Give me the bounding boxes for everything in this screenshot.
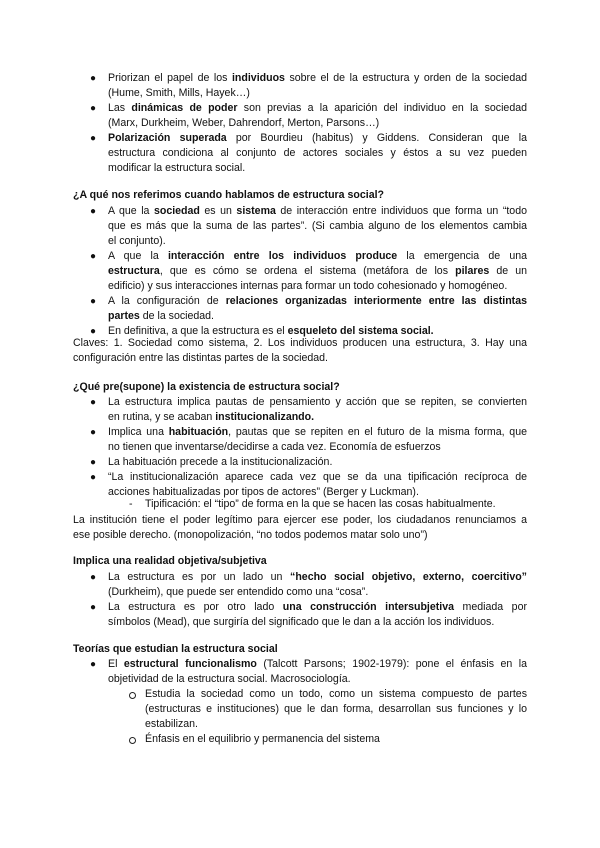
- text-run: Las: [108, 102, 132, 114]
- text-line: [73, 337, 527, 350]
- bold-text: estructural funcionalismo: [123, 658, 257, 670]
- text-run: A que la: [108, 250, 168, 262]
- text-run: por Bourdieu (habitus) y Giddens. Consideran que la: [226, 132, 527, 144]
- text-line: [108, 295, 527, 308]
- text-line: [108, 162, 245, 175]
- text-run: (estructuras e instituciones) que le dan forma, desarrollan sus funciones y lo: [145, 703, 527, 715]
- text-line: [145, 718, 198, 731]
- bullet-icon: ●: [90, 602, 97, 613]
- text-run: El: [108, 658, 124, 670]
- text-line: [108, 132, 527, 145]
- text-run: Implica una: [108, 426, 169, 438]
- text-line: [73, 352, 328, 365]
- text-run: símbolos (Mead), que surgiría del significado que le dan a la acción los individuos.: [108, 616, 495, 628]
- bold-text: interacción entre los individuos produce: [167, 250, 398, 262]
- bullet-icon: ●: [90, 296, 97, 307]
- text-line: [108, 411, 314, 424]
- text-run: modificar la estructura social.: [108, 162, 246, 174]
- text-line: [108, 616, 494, 629]
- dash-bullet-icon: -: [129, 498, 133, 510]
- text-line: [108, 601, 527, 614]
- text-line: [108, 265, 527, 278]
- text-line: [108, 456, 332, 469]
- bullet-icon: ●: [90, 251, 97, 262]
- text-run: (Hume, Smith, Mills, Hayek…): [108, 87, 250, 99]
- text-run: La habituación precede a la institucionalización.: [108, 456, 333, 468]
- text-run: son previas a la aparición del individuo en la sociedad: [237, 102, 527, 114]
- text-run: En definitiva, a que la estructura es el: [108, 325, 288, 337]
- section-heading-estructura-social: ¿A qué nos referimos cuando hablamos de estructura social?: [73, 189, 385, 201]
- text-line: [145, 688, 527, 701]
- text-line: [108, 426, 527, 439]
- text-line: [108, 205, 527, 218]
- text-run: Estudia la sociedad como un todo, como un sistema compuesto de partes: [145, 688, 527, 700]
- text-run: mediada por: [454, 601, 527, 613]
- text-line: [108, 87, 250, 100]
- bullet-icon: ●: [90, 457, 97, 468]
- text-run: La estructura es por otro lado: [108, 601, 283, 613]
- text-run: La estructura es por un lado un: [108, 571, 291, 583]
- text-line: [108, 72, 527, 85]
- bullet-icon: ●: [90, 133, 97, 144]
- hollow-bullet-icon: [129, 692, 136, 699]
- text-line: [145, 703, 527, 716]
- text-line: [108, 280, 507, 293]
- text-run: de la sociedad.: [139, 310, 215, 322]
- text-run: (Talcott Parsons; 1902-1979): pone el énfasis en la: [256, 658, 527, 670]
- text-line: [145, 733, 380, 746]
- bullet-icon: ●: [90, 206, 97, 217]
- text-run: que es más que la suma de las partes”. (Si cambia alguno de los elementos cambia: [108, 220, 527, 232]
- section-heading-presupone: ¿Qué pre(supone) la existencia de estructura social?: [73, 381, 340, 393]
- text-line: [108, 117, 379, 130]
- bullet-icon: ●: [90, 427, 97, 438]
- text-run: Claves: 1. Sociedad como sistema, 2. Los individuos producen una estructura, 3. Hay una: [73, 337, 527, 349]
- text-line: [108, 658, 527, 671]
- text-line: [108, 586, 368, 599]
- bullet-icon: ●: [90, 659, 97, 670]
- text-run: configuración entre las distintas partes de la sociedad.: [73, 352, 328, 364]
- bold-text: dinámicas de poder: [131, 102, 238, 114]
- text-run: la emergencia de una: [397, 250, 527, 262]
- text-line: [73, 514, 527, 527]
- bold-text: relaciones organizadas interiormente entre las distintas: [225, 295, 527, 307]
- text-run: de interacción entre individuos que forma un “todo: [275, 205, 527, 217]
- text-line: [108, 235, 166, 248]
- text-run: en rutina, y se acaban: [108, 411, 216, 423]
- text-run: (Durkheim), que puede ser entendido como una “cosa”.: [108, 586, 369, 598]
- text-run: , que es cómo se ordena el sistema (metáfora de los: [159, 265, 456, 277]
- text-line: [108, 250, 527, 263]
- bold-text: habituación: [168, 426, 229, 438]
- bold-text: individuos: [231, 72, 285, 84]
- text-run: sobre el de la estructura y orden de la sociedad: [284, 72, 527, 84]
- text-line: [108, 441, 441, 454]
- bold-text: pilares: [455, 265, 490, 277]
- text-run: acciones habitualizadas por tipos de actores” (Berger y Luckman).: [108, 486, 419, 498]
- section-heading-teorias: Teorías que estudian la estructura social: [73, 643, 278, 655]
- dash-item-text: Tipificación: el “tipo” de forma en la que se hacen las cosas habitualmente.: [145, 498, 496, 510]
- bold-text: partes: [108, 310, 140, 322]
- bold-text: institucionalizando.: [215, 411, 315, 423]
- text-run: A que la: [108, 205, 154, 217]
- text-line: [108, 147, 527, 160]
- bold-text: esqueleto del sistema social.: [287, 325, 434, 337]
- bold-text: una construcción intersubjetiva: [282, 601, 455, 613]
- text-run: (Marx, Durkheim, Weber, Dahrendorf, Merton, Parsons…): [108, 117, 380, 129]
- text-run: Priorizan el papel de los: [108, 72, 232, 84]
- text-run: ese posible derecho. (monopolización, “no todos podemos matar solo uno”): [73, 529, 428, 541]
- text-run: edificio) y sus interacciones internas para formar un todo cohesionado y homogéneo.: [108, 280, 508, 292]
- text-run: La estructura implica pautas de pensamiento y acción que se repiten, se convierten: [108, 396, 527, 408]
- bold-text: sistema: [236, 205, 276, 217]
- text-line: [108, 571, 527, 584]
- text-run: estabilizan.: [145, 718, 198, 730]
- text-run: estructura condiciona al conjunto de actores sociales y éstos a su vez pueden: [108, 147, 527, 159]
- bullet-icon: ●: [90, 103, 97, 114]
- bullet-icon: ●: [90, 572, 97, 583]
- bold-text: Polarización superada: [108, 132, 227, 144]
- text-run: A la configuración de: [108, 295, 226, 307]
- text-run: es un: [199, 205, 237, 217]
- bold-text: “hecho social objetivo, externo, coercitivo”: [290, 571, 527, 583]
- text-run: Énfasis en el equilibrio y permanencia del sistema: [145, 733, 380, 745]
- text-line: [108, 310, 214, 323]
- text-run: , pautas que se repiten en el futuro de la misma forma, que: [228, 426, 527, 438]
- text-line: [108, 673, 351, 686]
- text-line: [73, 529, 428, 542]
- text-run: de un: [489, 265, 527, 277]
- bold-text: sociedad: [153, 205, 200, 217]
- section-heading-realidad: Implica una realidad objetiva/subjetiva: [73, 555, 267, 567]
- text-run: “La institucionalización aparece cada vez que se da una tipificación recíproca de: [108, 471, 527, 483]
- bullet-icon: ●: [90, 73, 97, 84]
- text-run: no tienen que inventarse/decidirse a cada vez. Economía de esfuerzos: [108, 441, 441, 453]
- bullet-icon: ●: [90, 397, 97, 408]
- bullet-icon: ●: [90, 472, 97, 483]
- text-line: [108, 220, 527, 233]
- text-run: objetividad de la estructura social. Macrosociología.: [108, 673, 351, 685]
- text-run: el conjunto).: [108, 235, 166, 247]
- text-line: [108, 471, 527, 484]
- bold-text: estructura: [108, 265, 160, 277]
- bullet-icon: ●: [90, 326, 97, 337]
- text-run: La institución tiene el poder legítimo para ejercer ese poder, los ciudadanos renunciamos a: [73, 514, 527, 526]
- text-line: [108, 396, 527, 409]
- text-line: [108, 102, 527, 115]
- hollow-bullet-icon: [129, 737, 136, 744]
